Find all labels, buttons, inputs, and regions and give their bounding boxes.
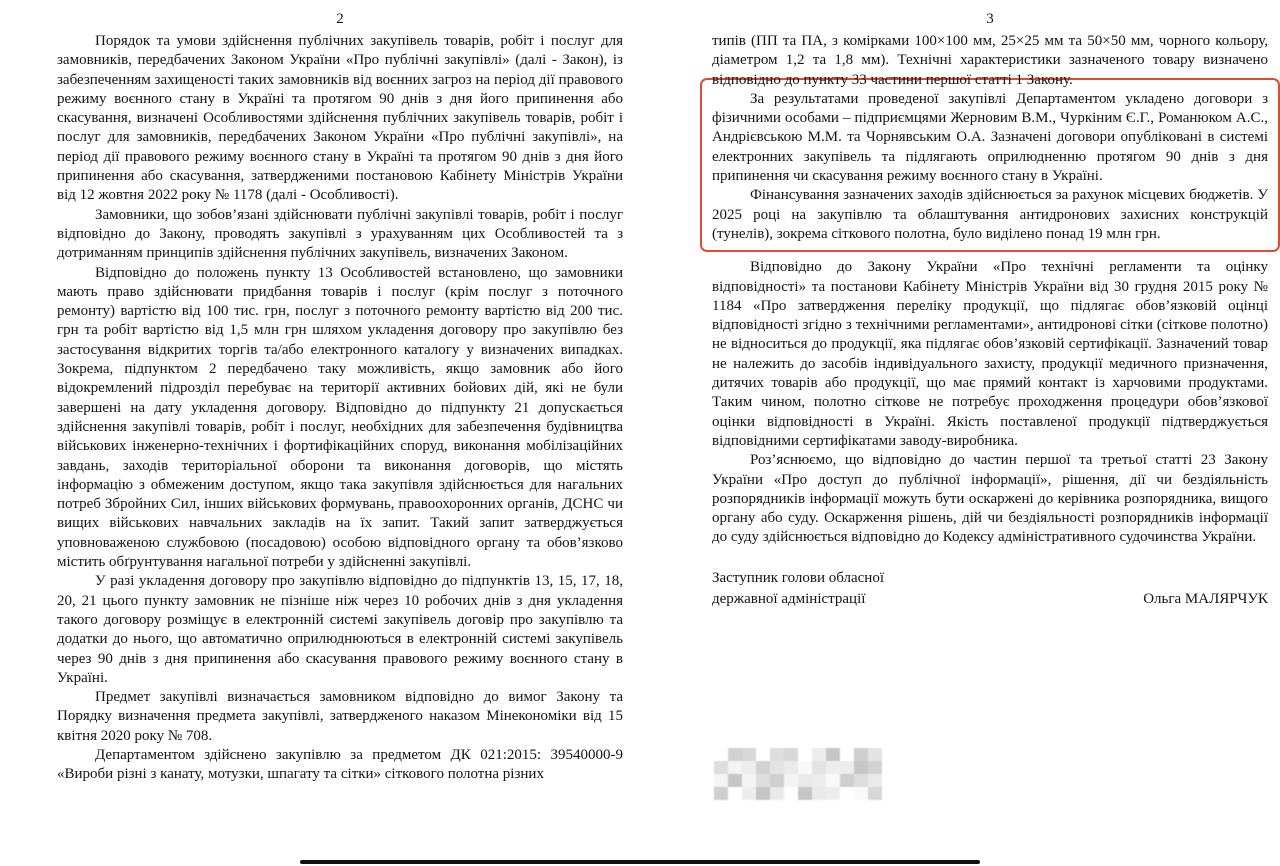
signatory-position-line1: Заступник голови обласної	[712, 569, 884, 586]
signature-block	[712, 568, 1268, 610]
highlight-box	[700, 78, 1280, 252]
signatory-name: Ольга МАЛЯРЧУК	[1143, 590, 1268, 607]
page-2-number: 2	[336, 11, 344, 27]
signatory-position	[712, 568, 884, 610]
paragraph: типів (ПП та ПА, з комірками 100×100 мм, 25×25 мм та 50×50 мм, чорного кольору, діаметром 1,2 та 1,8 мм). Технічні характеристики зазначеного товару визначено відповідно до пункту 33 частини першої статті 1 Закону.	[712, 33, 1268, 88]
paragraph: У разі укладення договору про закупівлю відповідно до підпунктів 13, 15, 17, 18, 20, 21 цього пункту замовник не пізніше ніж через 10 робочих днів з дня укладення такого договору розміщує в електронній системі закупівель договір про закупівлю та додатки до нього, що автоматично оприлюднюються в електронній системі закупівель через 90 днів з дня припинення або скасування правового режиму воєнного стану в Україні.	[57, 573, 623, 686]
signatory-position-line2: державної адміністрації	[712, 590, 866, 607]
paragraph: Предмет закупівлі визначається замовником відповідно до вимог Закону та Порядку визначення предмета закупівлі, затвердженого наказом Мінекономіки від 15 квітня 2020 року № 708.	[57, 689, 623, 744]
bottom-edge-bar	[300, 860, 980, 864]
page-3	[712, 10, 1268, 610]
highlighted-paragraph: Фінансування зазначених заходів здійснюється за рахунок місцевих бюджетів. У 2025 році на закупівлю та облаштування антидронових захисних конструкцій (тунелів), зокрема сіткового полотна, було виділено понад 19 млн грн.	[712, 187, 1268, 242]
paragraph: Відповідно до Закону України «Про технічні регламенти та оцінку відповідності» та постанови Кабінету Міністрів України від 30 грудня 2015 року № 1184 «Про затвердження переліку продукції, що підлягає обов’язковій оцінці відповідності згідно з технічними регламентами», антидронові сітки (сіткове полотно) не відноситься до продукції, яка підлягає обов’язковій сертифікації. Зазначений товар не належить до засобів індивідуального захисту, продукції медичного призначення, дитячих товарів або продукції, що має прямий контакт із харчовими продуктами. Таким чином, полотно сіткове не потребує проходження процедури обов’язкової оцінки відповідності в Україні. Якість поставленої продукції підтверджується відповідними сертифікатами заводу-виробника.	[712, 259, 1268, 449]
paragraph: Роз’яснюємо, що відповідно до частин першої та третьої статті 23 Закону України «Про доступ до публічної інформації», рішення, дії чи бездіяльність розпорядників інформації можуть бути оскаржені до керівника розпорядника, вищого органу або суду. Оскарження рішень, дій чи бездіяльності розпорядників інформації до суду здійснюється відповідно до Кодексу адміністративного судочинства України.	[712, 452, 1268, 546]
paragraph: Порядок та умови здійснення публічних закупівель товарів, робіт і послуг для замовників, передбачених Законом України «Про публічні закупівлі» (далі - Закон), із забезпеченням захищеності таких замовників від воєнних загроз на період дії правового режиму воєнного стану в Україні та протягом 90 днів з дня його припинення або скасування, визначені Особливостями здійснення публічних закупівель товарів, робіт і послуг для замовників, передбачених Законом України «Про публічні закупівлі», на період дії правового режиму воєнного стану в Україні та протягом 90 днів з дня його припинення або скасування, затвердженими постановою Кабінету Міністрів України від 12 жовтня 2022 року № 1178 (далі - Особливості).	[57, 33, 623, 204]
highlighted-paragraph: За результатами проведеної закупівлі Департаментом укладено договори з фізичними особами – підприємцями Жерновим В.М., Чуркіним Є.Г., Романюком А.С., Андрієвською М.М. та Чорнявським О.А. Зазначені договори опубліковані в системі електронних закупівель та підлягають оприлюдненню протягом 90 днів з дня припинення чи скасування режиму воєнного стану в Україні.	[712, 90, 1268, 185]
page-3-number: 3	[986, 11, 994, 27]
paragraph: Відповідно до положень пункту 13 Особливостей встановлено, що замовники мають право здійснювати придбання товарів і послуг (крім послуг з поточного ремонту) вартістю від 100 тис. грн, послуг з поточного ремонту вартістю від 200 тис. грн та робіт вартістю від 1,5 млн грн шляхом укладення договору про закупівлю без застосування відкритих торгів та/або електронного каталогу у визначених випадках. Зокрема, підпунктом 2 передбачено таку можливість, якщо замовник або його відокремлений підрозділ перебуває на території активних бойових дій, які не були завершені на дату укладення договору. Відповідно до підпункту 21 допускається здійснення закупівлі товарів, робіт і послуг, необхідних для забезпечення будівництва військових інженерно-технічних і фортифікаційних споруд, виконання мобілізаційних завдань, заходів територіальної оборони та виконання договорів, що містять інформацію з обмеженим доступом, якщо така закупівля здійснюється для нагальних потреб Збройних Сил, інших військових формувань, правоохоронних органів, ДСНС чи вищих військових навчальних закладів на їх запит. Такий запит затверджується уповноваженою службовою (посадовою) особою відповідного органу та обов’язково містить обґрунтування нагальної потреби у здійсненні закупівлі.	[57, 264, 623, 571]
redacted-contact-blur	[714, 748, 882, 800]
paragraph: Замовники, що зобов’язані здійснювати публічні закупівлі товарів, робіт і послуг відповідно до Закону, проводять закупівлі з урахуванням цих Особливостей та з дотриманням принципів здійснення публічних закупівель, визначених Законом.	[57, 206, 623, 262]
page-2	[57, 10, 623, 785]
paragraph: Департаментом здійснено закупівлю за предметом ДК 021:2015: 39540000-9 «Вироби різні з канату, мотузки, шпагату та сітки» сіткового полотна різних	[57, 746, 623, 783]
